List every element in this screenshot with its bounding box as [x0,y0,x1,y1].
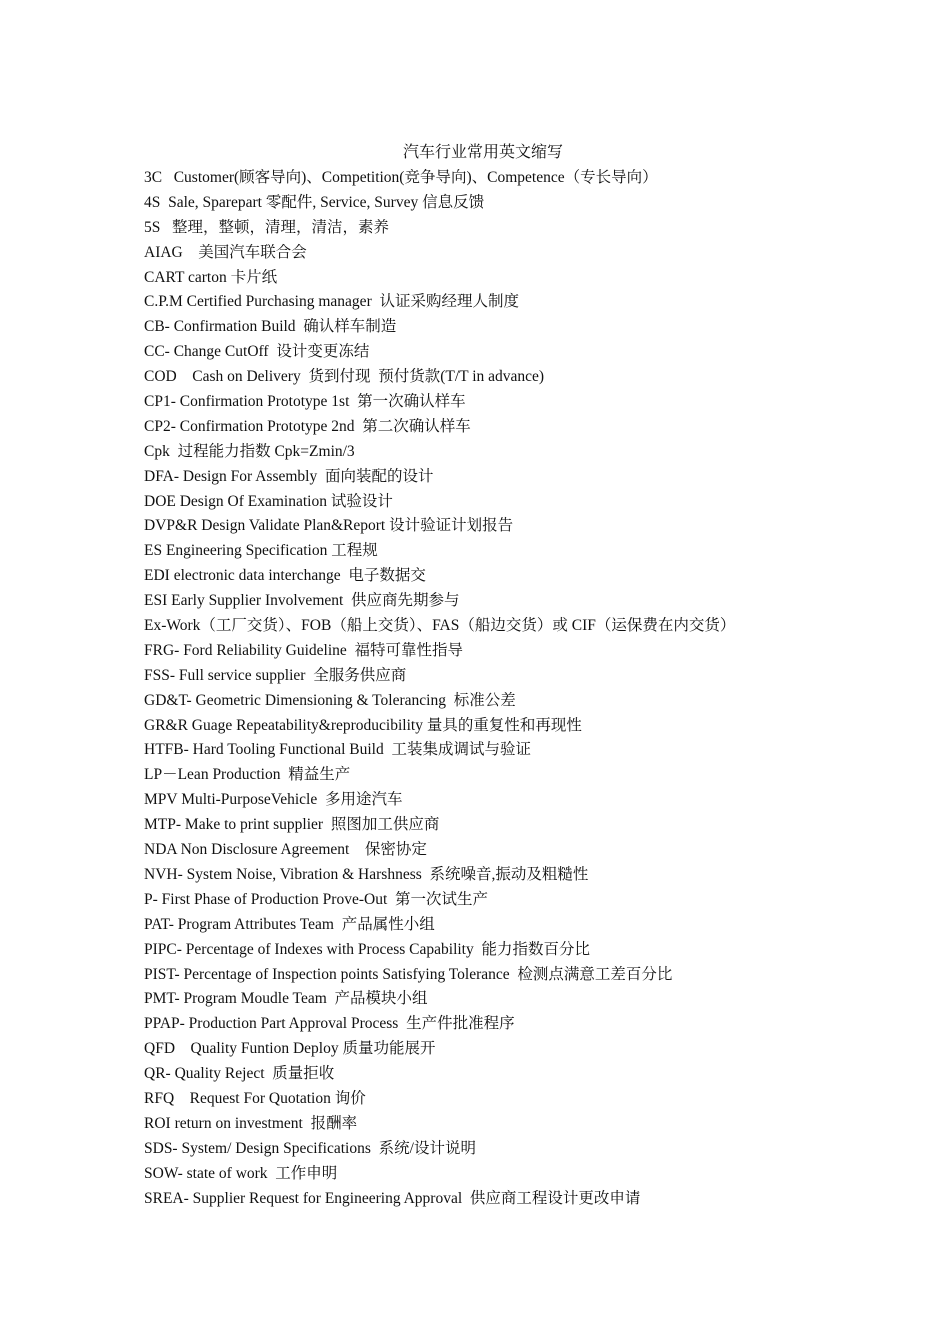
abbreviation-entry: DFA- Design For Assembly 面向装配的设计 [144,467,434,485]
abbreviation-entry: SOW- state of work 工作申明 [144,1164,338,1182]
abbreviation-entry: PMT- Program Moudle Team 产品模块小组 [144,990,428,1008]
abbreviation-entry: GD&T- Geometric Dimensioning & Tolerancing 标准公差 [144,691,516,709]
abbreviation-entry: 5S 整理，整顿，清理，清洁，素养 [144,218,389,236]
abbreviation-entry: Cpk 过程能力指数 Cpk=Zmin/3 [144,442,355,460]
abbreviation-entry: PIPC- Percentage of Indexes with Process Capability 能力指数百分比 [144,940,590,958]
abbreviation-entry: AIAG 美国汽车联合会 [144,243,307,261]
document-title: 汽车行业常用英文缩写 [402,144,563,161]
abbreviation-entry: CC- Change CutOff 设计变更冻结 [144,343,370,361]
abbreviation-entry: SREA- Supplier Request for Engineering Approval 供应商工程设计更改申请 [144,1189,641,1207]
abbreviation-entry: FRG- Ford Reliability Guideline 福特可靠性指导 [144,641,464,659]
abbreviation-entry: ESI Early Supplier Involvement 供应商先期参与 [144,592,460,610]
abbreviation-list [144,167,924,1212]
abbreviation-entry: PPAP- Production Part Approval Process 生产件批准程序 [144,1015,515,1033]
abbreviation-entry: DVP&R Design Validate Plan&Report 设计验证计划报告 [144,517,514,535]
abbreviation-entry: CB- Confirmation Build 确认样车制造 [144,318,397,336]
abbreviation-entry: RFQ Request For Quotation 询价 [144,1089,366,1107]
abbreviation-entry: P- First Phase of Production Prove-Out 第一次试生产 [144,890,489,908]
abbreviation-entry: GR&R Guage Repeatability&reproducibility 量具的重复性和再现性 [144,716,582,734]
abbreviation-entry: MPV Multi-PurposeVehicle 多用途汽车 [144,791,403,809]
abbreviation-entry: CP1- Confirmation Prototype 1st 第一次确认样车 [144,393,466,411]
abbreviation-entry: NDA Non Disclosure Agreement 保密协定 [144,841,427,859]
abbreviation-entry: PIST- Percentage of Inspection points Satisfying Tolerance 检测点满意工差百分比 [144,965,673,983]
abbreviation-entry: 3C Customer(顾客导向)、Competition(竞争导向)、Competence（专长导向） [144,169,658,186]
abbreviation-entry: HTFB- Hard Tooling Functional Build 工装集成调试与验证 [144,741,531,759]
abbreviation-entry: 4S Sale, Sparepart 零配件, Service, Survey 信息反馈 [144,193,485,211]
abbreviation-entry: ES Engineering Specification 工程规 [144,542,378,560]
abbreviation-entry: C.P.M Certified Purchasing manager 认证采购经理人制度 [144,293,519,311]
abbreviation-entry: QFD Quality Funtion Deploy 质量功能展开 [144,1040,436,1058]
abbreviation-entry: LP－Lean Production 精益生产 [144,766,351,784]
abbreviation-entry: EDI electronic data interchange 电子数据交 [144,567,426,585]
abbreviation-entry: PAT- Program Attributes Team 产品属性小组 [144,915,435,933]
abbreviation-entry: DOE Design Of Examination 试验设计 [144,492,393,510]
abbreviation-entry: COD Cash on Delivery 货到付现 预付货款(T/T in advance) [144,368,545,386]
abbreviation-entry: CART carton 卡片纸 [144,268,278,286]
abbreviation-entry: QR- Quality Reject 质量拒收 [144,1065,335,1083]
abbreviation-entry: FSS- Full service supplier 全服务供应商 [144,666,407,684]
abbreviation-entry: ROI return on investment 报酬率 [144,1114,358,1132]
abbreviation-entry: MTP- Make to print supplier 照图加工供应商 [144,816,440,834]
abbreviation-entry: Ex-Work（工厂交货）、FOB（船上交货）、FAS（船边交货）或 CIF（运保费在内交货） [144,617,736,635]
abbreviation-entry: SDS- System/ Design Specifications 系统/设计说明 [144,1139,476,1157]
abbreviation-entry: CP2- Confirmation Prototype 2nd 第二次确认样车 [144,417,471,435]
abbreviation-entry: NVH- System Noise, Vibration & Harshness 系统噪音,振动及粗糙性 [144,865,589,883]
